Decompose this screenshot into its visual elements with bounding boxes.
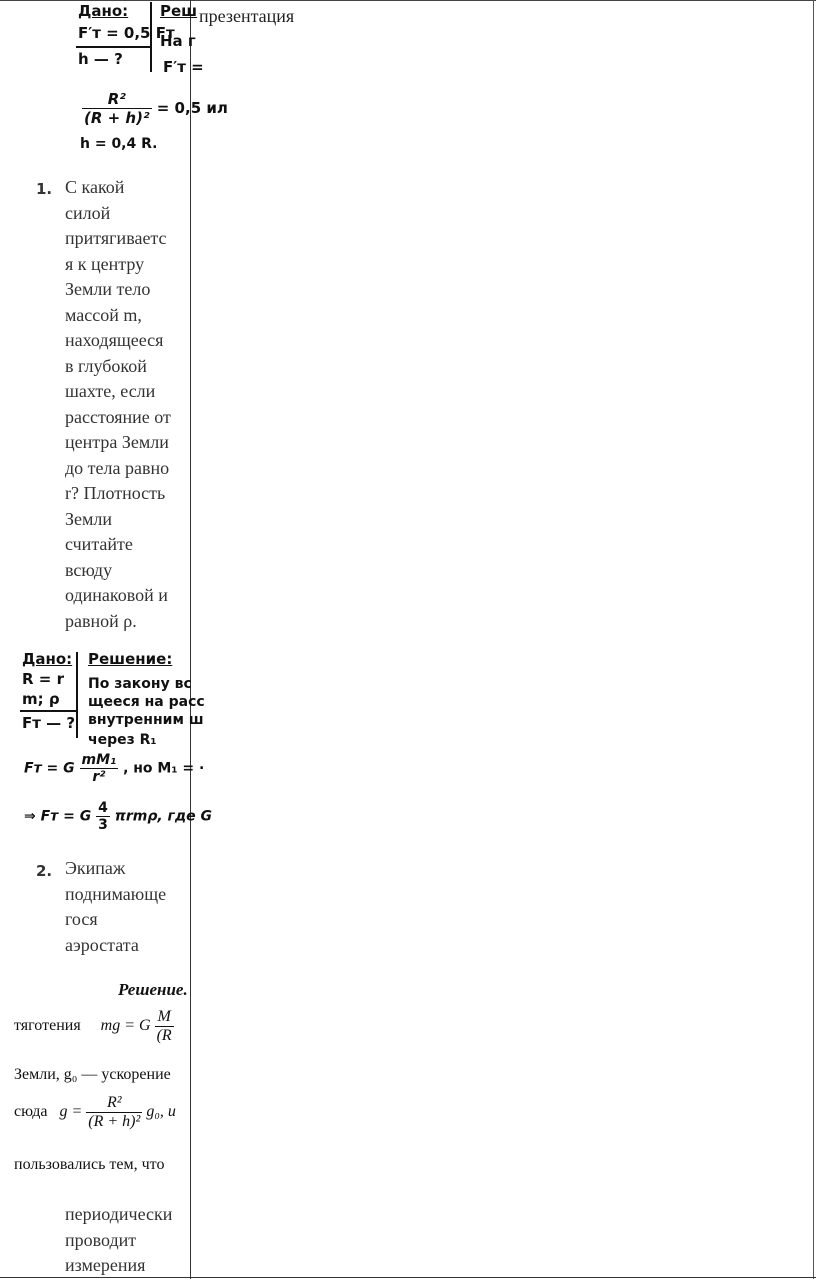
- formula-numerator: R²: [82, 90, 152, 109]
- text-line: Земли: [65, 508, 113, 529]
- formula-numerator: 4: [98, 800, 108, 816]
- given-line: F′т = 0,5 Fт: [78, 24, 175, 42]
- text-line: аэростата: [65, 934, 139, 955]
- text-line: расстояние от: [65, 406, 171, 427]
- question-number: 2.: [36, 862, 53, 880]
- formula-right: πrmρ, где G: [114, 808, 213, 825]
- text-line: Экипаж: [65, 858, 126, 878]
- solution-line: F′т =: [163, 58, 204, 76]
- formula-numerator: M: [155, 1008, 174, 1027]
- text-line: силой: [65, 202, 111, 223]
- text-line: периодически: [65, 1204, 173, 1224]
- text-line: Земли, g₀ — ускорение: [14, 1066, 171, 1083]
- formula-numerator: mM₁: [81, 752, 117, 768]
- solution-label: Решение:: [88, 650, 173, 668]
- right-border: [813, 0, 814, 1279]
- solution-line: По закону вс: [88, 676, 192, 692]
- find-line: h — ?: [78, 50, 123, 68]
- formula-denominator: 3: [98, 817, 108, 833]
- formula-left: Fт = G: [24, 760, 75, 777]
- text-line: центра Земли: [65, 432, 169, 452]
- solution-line: На г: [160, 32, 196, 50]
- text-line: гося: [65, 909, 98, 929]
- text-line: равной ρ.: [65, 610, 137, 631]
- text-line: пользовались тем, что: [14, 1156, 165, 1173]
- solution-line: щееся на расс: [88, 694, 205, 710]
- text-line: в глубокой: [65, 355, 147, 376]
- question-2-text: [65, 856, 189, 958]
- solution-label: Реш: [160, 2, 198, 20]
- given-underline: [20, 710, 76, 712]
- text-line: С какой: [65, 177, 125, 197]
- text-line: находящееся: [65, 330, 164, 350]
- formula-1: [24, 752, 204, 785]
- formula: g =: [59, 1103, 83, 1121]
- formula-right: , но M₁ = ·: [123, 760, 205, 777]
- line-text: тяготения: [14, 1017, 81, 1035]
- right-column: [191, 0, 813, 1277]
- text-line: до тела равно: [65, 457, 170, 478]
- solution-line: через R₁: [88, 732, 157, 748]
- text-line: r? Плотность: [65, 483, 166, 503]
- answer-line: h = 0,4 R.: [80, 136, 158, 152]
- formula-denominator: (R: [156, 1027, 172, 1044]
- text-line: [14, 1094, 190, 1131]
- formula-rest: g₀, и: [146, 1103, 176, 1121]
- text-line: считайте: [65, 534, 133, 554]
- formula-denominator: r²: [92, 769, 106, 785]
- formula: mg = G: [100, 1017, 151, 1035]
- text-line: шахте, если: [65, 381, 156, 401]
- given-label: Дано:: [22, 650, 73, 668]
- question-number: 1.: [36, 180, 53, 198]
- formula-left: ⇒ Fт = G: [24, 808, 92, 825]
- text-line: измерения: [65, 1255, 146, 1275]
- text-line: притягиваетс: [65, 228, 167, 248]
- formula-rest: = 0,5 ил: [156, 99, 228, 117]
- text-line: [14, 1008, 190, 1045]
- given-line: R = r: [22, 670, 64, 688]
- given-underline: [76, 46, 150, 48]
- text-line: всюду: [65, 559, 113, 580]
- formula-denominator: (R + h)²: [84, 109, 150, 127]
- left-column: [0, 0, 228, 1277]
- find-line: Fт — ?: [22, 714, 76, 732]
- formula-2: [24, 800, 212, 833]
- given-line: m; ρ: [22, 690, 60, 708]
- column-title: презентация: [199, 6, 295, 26]
- formula-numerator: R²: [86, 1094, 142, 1113]
- text-line: я к центру: [65, 253, 145, 274]
- formula-denominator: (R + h)²: [88, 1113, 141, 1130]
- text-line: массой m,: [65, 304, 142, 325]
- text-line: Земли тело: [65, 279, 151, 299]
- solution-heading: Решение.: [118, 980, 188, 999]
- given-label: Дано:: [78, 2, 129, 20]
- given-divider: [76, 652, 78, 738]
- line-text: сюда: [14, 1103, 48, 1121]
- question-1-text: [65, 175, 189, 634]
- question-2-continued: [65, 1202, 189, 1279]
- text-line: поднимающе: [65, 883, 167, 904]
- solution-line: внутренним ш: [88, 712, 204, 728]
- text-line: проводит: [65, 1229, 137, 1250]
- text-line: одинаковой и: [65, 585, 168, 605]
